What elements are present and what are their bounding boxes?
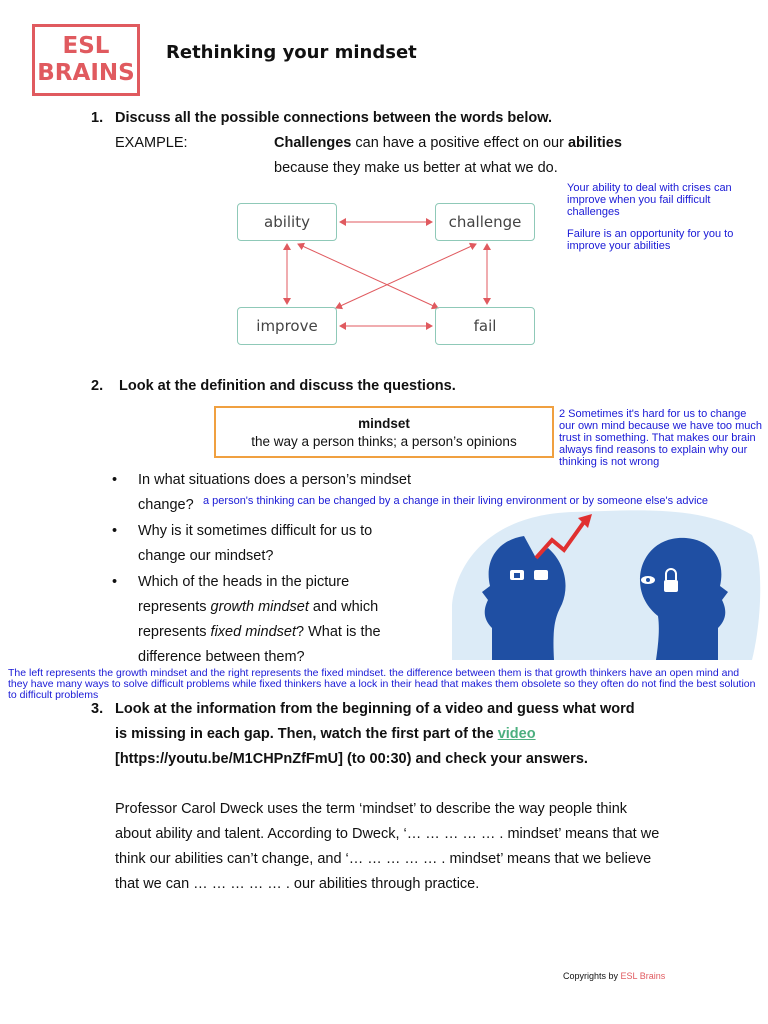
bullet-3-line-2: represents growth mindset and which: [138, 599, 379, 615]
handwritten-answer-1: a person's thinking can be changed by a change in their living environment or by someone else's advice: [203, 495, 709, 507]
section-3-line-2: [115, 726, 536, 742]
growth-fixed-heads-illustration: [452, 500, 762, 660]
section-2-heading: Look at the definition and discuss the questions.: [119, 378, 456, 394]
section-1-heading: Discuss all the possible connections between the words below.: [115, 110, 552, 126]
word-box-fail: fail: [435, 307, 535, 345]
gap-paragraph-line-3: think our abilities can’t change, and ‘… … … … … . mindset’ means that we believe: [115, 851, 652, 867]
left-head-growth: [482, 536, 566, 660]
esl-brains-logo: [32, 24, 140, 96]
bullet-3-line-1: Which of the heads in the picture: [138, 574, 350, 590]
footer-brand: ESL Brains: [620, 971, 666, 981]
definition-text: the way a person thinks; a person’s opinions: [251, 434, 517, 449]
handwritten-note-1: Your ability to deal with crises can improve when you fail difficult challenges: [567, 182, 732, 218]
example-line-1: [274, 135, 622, 151]
section-3-line-1: Look at the information from the beginning of a video and guess what word: [115, 701, 635, 717]
section-3-line-2-text: is missing in each gap. Then, watch the first part of the: [115, 726, 498, 742]
definition-term: mindset: [358, 416, 410, 431]
example-bold-challenges: Challenges: [274, 135, 352, 151]
bullet-3-line-4: difference between them?: [138, 649, 305, 665]
gap-paragraph-line-1: Professor Carol Dweck uses the term ‘mindset’ to describe the way people think: [115, 801, 628, 817]
arrow-ability-fail: [298, 244, 438, 308]
footer-copyright: [563, 971, 665, 981]
bullet-1-line-2: change?: [138, 497, 194, 513]
logo-line-1: ESL: [62, 33, 110, 59]
gap-paragraph-line-2: about ability and talent. According to Dweck, ‘… … … … … . mindset’ means that we: [115, 826, 660, 842]
bullet-2-line-2: change our mindset?: [138, 548, 274, 564]
bullet-dot: •: [112, 574, 118, 590]
handwritten-side-note: 2 Sometimes it's hard for us to change our own mind because we have too much trust in something. That makes our brain always find reasons to explain why our thinking is not wrong: [559, 408, 763, 468]
bullet-dot: •: [112, 523, 118, 539]
arrow-challenge-improve: [336, 244, 476, 308]
video-link[interactable]: video: [497, 726, 536, 742]
gap-paragraph-line-4: that we can … … … … … . our abilities through practice.: [115, 876, 480, 892]
section-3-number: 3.: [91, 701, 104, 717]
bullet-3-line-3: represents fixed mindset? What is the: [138, 624, 381, 640]
bullet-2-line-1: Why is it sometimes difficult for us to: [138, 523, 373, 539]
footer-prefix: Copyrights by: [563, 971, 621, 981]
logo-line-2: BRAINS: [37, 60, 135, 86]
bullet-1-line-1: In what situations does a person’s mindset: [138, 472, 411, 488]
page-title: Rethinking your mindset: [166, 42, 417, 63]
handwritten-note-2: Failure is an opportunity for you to improve your abilities: [567, 228, 734, 252]
word-box-ability: ability: [237, 203, 337, 241]
example-label: EXAMPLE:: [115, 135, 188, 151]
word-box-challenge: challenge: [435, 203, 535, 241]
handwritten-answer-3: The left represents the growth mindset and the right represents the fixed mindset. the difference between them is that growth thinkers have an open mind and they have many ways to solve difficult problems while fixed thinkers have a lock in their head that makes them obsolete so they often do not find the best solution to difficult problems: [8, 667, 756, 701]
section-1-number: 1.: [91, 110, 104, 126]
word-box-improve: improve: [237, 307, 337, 345]
definition-box: [214, 406, 554, 458]
section-3-line-3: [https://youtu.be/M1CHPnZfFmU] (to 00:30) and check your answers.: [115, 751, 588, 767]
example-bold-abilities: abilities: [567, 135, 622, 151]
bullet-dot: •: [112, 472, 118, 488]
example-middle-text: can have a positive effect on our: [351, 135, 568, 151]
section-2-number: 2.: [91, 378, 104, 394]
example-line-2: because they make us better at what we do.: [274, 160, 558, 176]
